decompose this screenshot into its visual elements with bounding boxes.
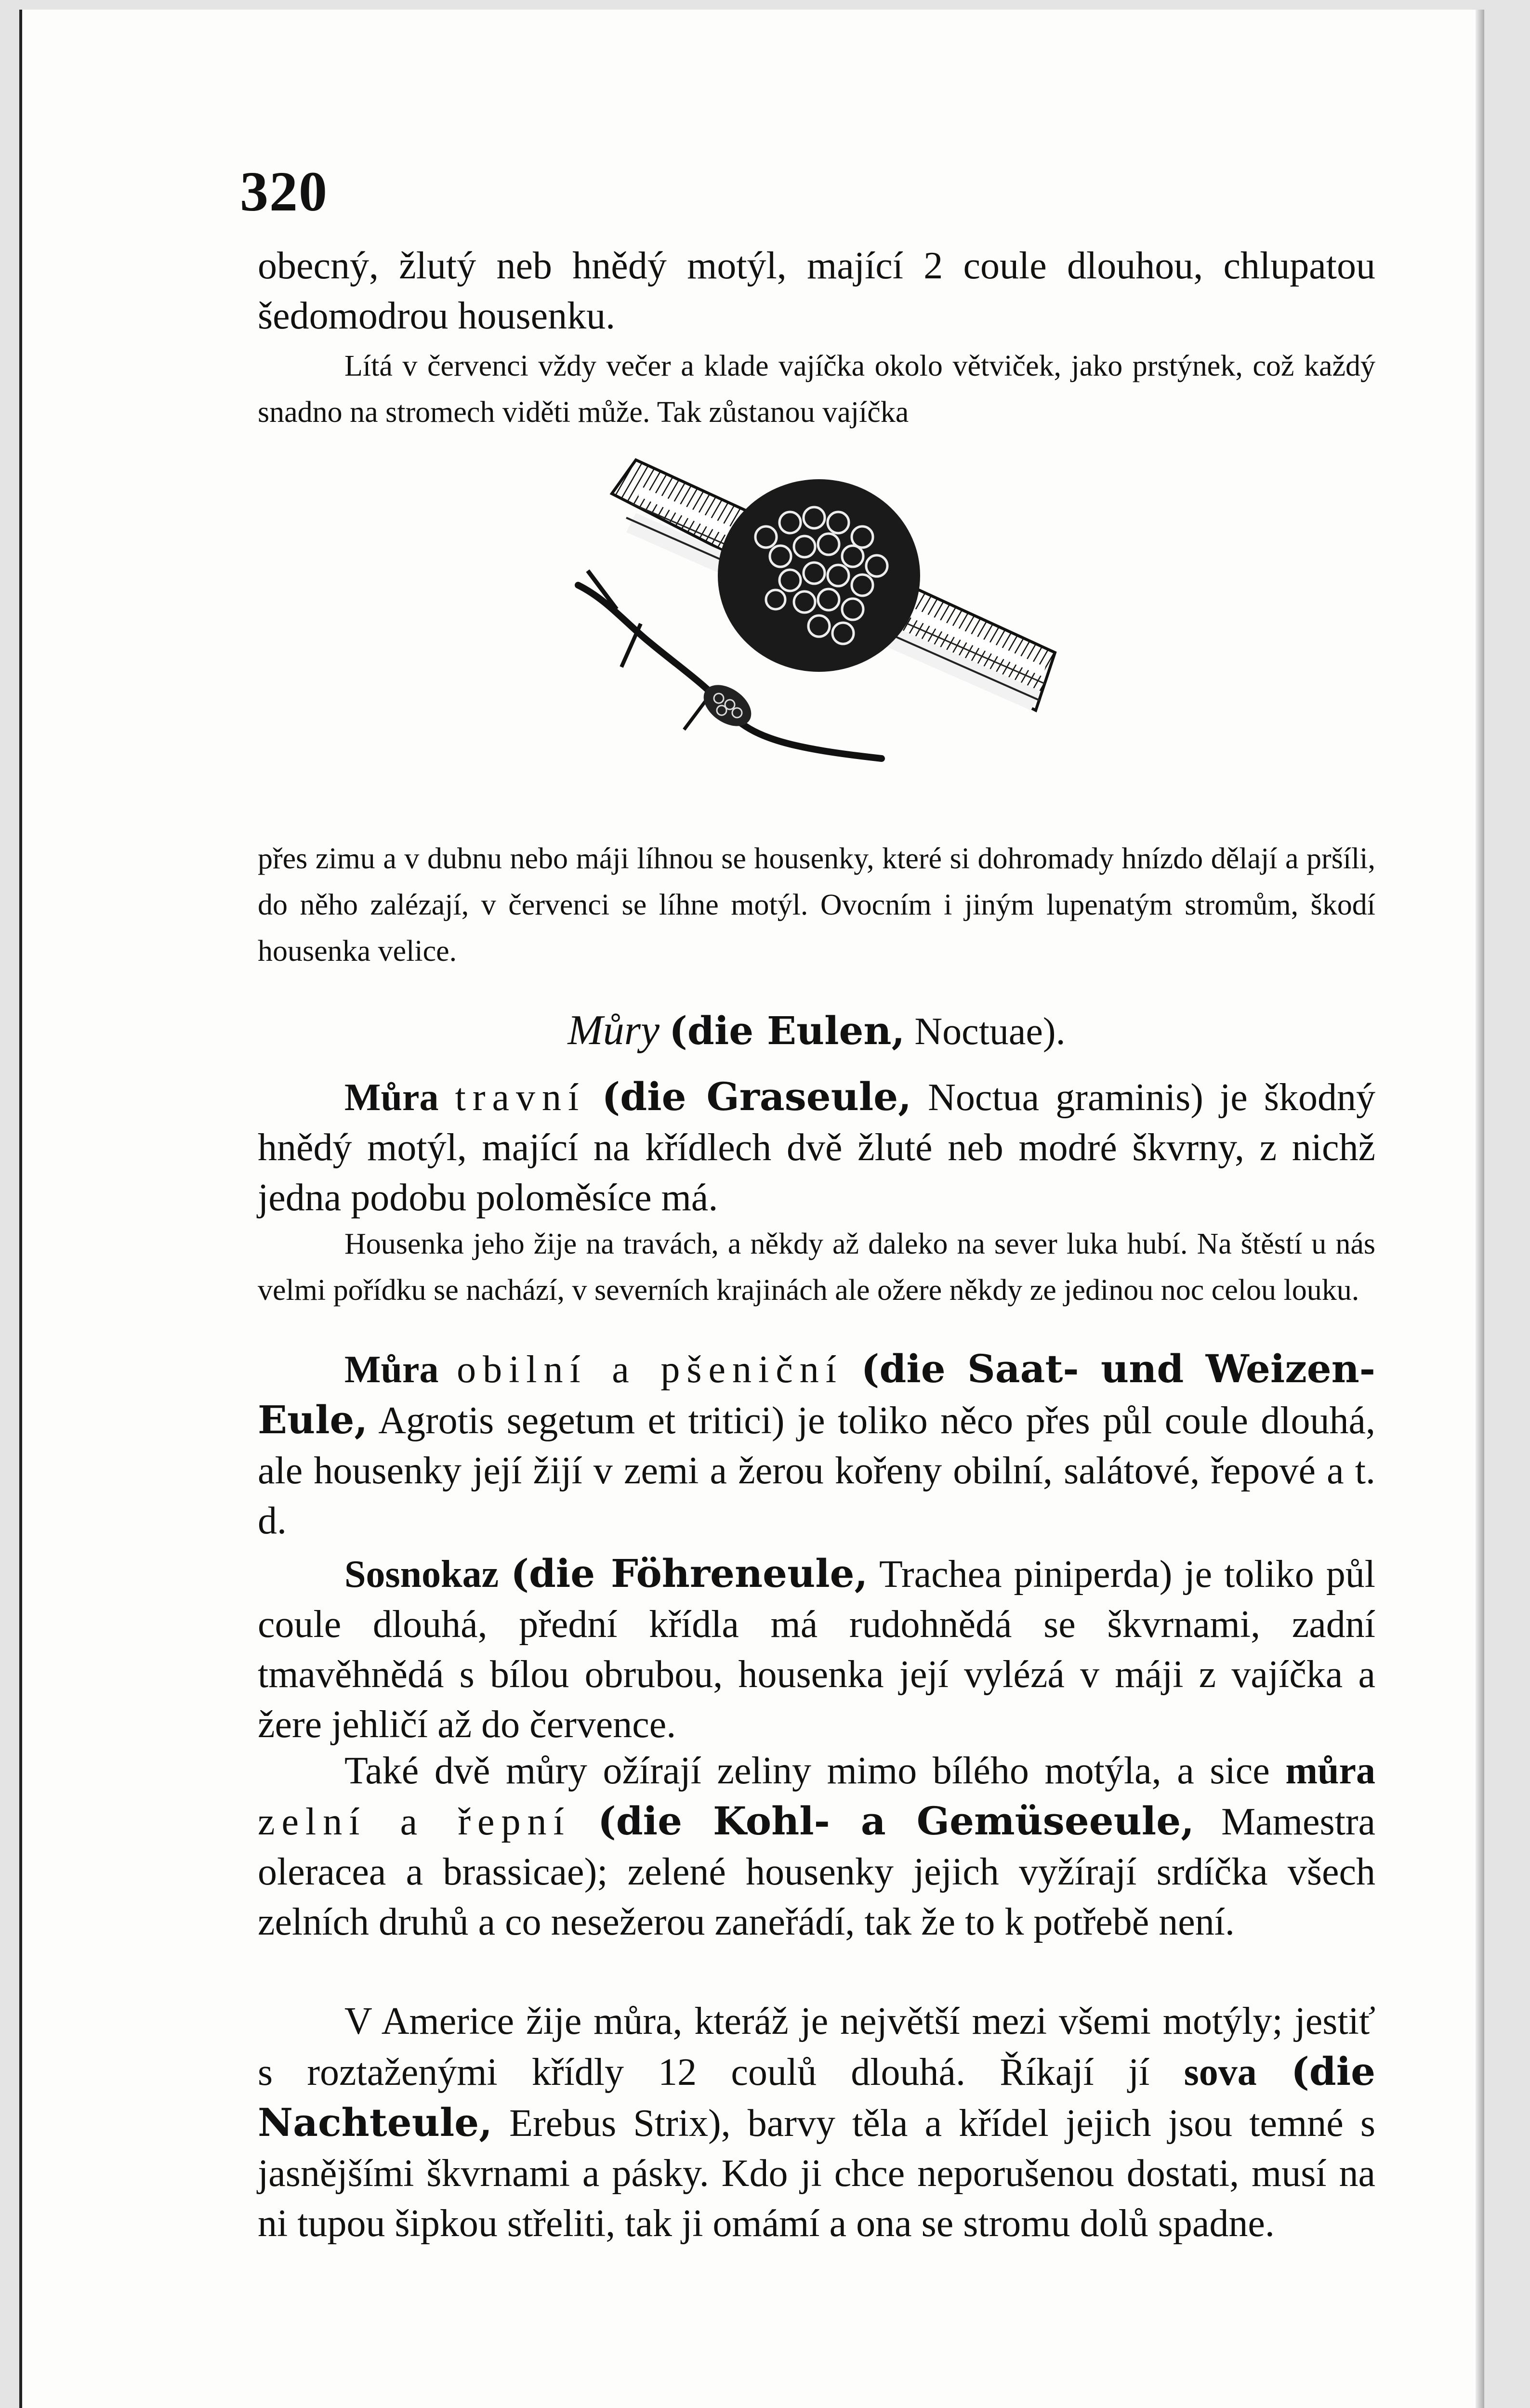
egg-ring-illustration — [568, 441, 1079, 811]
term-zelni: zelní a řepní — [258, 1801, 571, 1843]
term-sosnokaz: Sosnokaz — [344, 1553, 499, 1596]
paragraph-4 — [258, 1072, 1375, 1223]
page-edge-shadow — [1476, 10, 1484, 2408]
term-mura: Můra — [344, 1076, 439, 1119]
paragraph-8-intro: Také dvě můry ožírají zeliny mimo bílého motýla, a sice — [344, 1750, 1270, 1792]
heading-czech: Můry — [567, 1007, 660, 1054]
paragraph-6-text: Agrotis segetum et tritici) je toliko něco přes půl coule dlouhá, ale housenky její žijí v zemi a žerou kořeny obilní, salátové, řepové a t. d. — [258, 1400, 1375, 1542]
german-name: (die Graseule, — [602, 1074, 912, 1119]
term-sova: sova — [1184, 2051, 1257, 2094]
paragraph-7-text: Trachea piniperda) je toliko půl coule dlouhá, přední křídla má rudohnědá se škvrnami, zadní tmavěhnědá s bílou obrubou, housenka její vylézá v máji z vajíčka a žere jehličí až do července. — [258, 1553, 1375, 1746]
heading-german: (die Eulen, — [669, 1008, 905, 1053]
german-name-5: (die Nachteule, — [258, 2049, 1376, 2145]
term-mura-2: Můra — [344, 1348, 439, 1391]
paragraph-2 — [258, 343, 1375, 435]
paragraph-9-text: Erebus Strix), barvy těla a křídel jejich jsou temné s jasnějšími škvrnami a pásky. Kdo ji chce neporušenou dostati, musí na ni tupou šipkou střeliti, tak ji omámí a ona se stromu dolů spadne. — [258, 2102, 1375, 2245]
paragraph-8-text: Mamestra oleracea a brassicae); zelené housenky jejich vyžírají srdíčka všech zelních druhů a co nesežerou zaneřádí, tak že to k potřebě není. — [258, 1801, 1376, 1943]
heading-latin: Noctuae). — [914, 1010, 1066, 1053]
german-name-4: (die Kohl- a Gemüseeule, — [597, 1798, 1194, 1844]
paragraph-3 — [258, 836, 1375, 974]
paragraph-4-text: Noctua graminis) je škodný hnědý motýl, mající na křídlech dvě žluté neb modré škvrny, z nichž jedna podobu poloměsíce má. — [258, 1076, 1376, 1219]
page-number: 320 — [240, 160, 328, 223]
paragraph-6 — [258, 1344, 1375, 1546]
paragraph-9 — [258, 1996, 1375, 2249]
paragraph-1 — [258, 241, 1375, 341]
paragraph-9-intro: V Americe žije můra, kteráž je největší mezi všemi motýly; jestiť s roztaženými křídly 12 coulů dlouhá. Říkají jí — [258, 2000, 1375, 2094]
german-name-2: (die Saat- und Weizen-Eule, — [258, 1346, 1376, 1442]
term-mura-3: můra — [1285, 1750, 1376, 1792]
paragraph-8 — [258, 1746, 1375, 1947]
paragraph-1-text: obecný, žlutý neb hnědý motýl, mající 2 coule dlouhou, chlupatou šedomodrou housenku. — [258, 245, 1375, 337]
paragraph-5-text: Housenka jeho žije na travách, a někdy až daleko na sever luka hubí. Na štěstí u nás velmi pořídku se nachází, v severních krajinách ale ožere někdy ze jedinou noc celou louku. — [258, 1228, 1375, 1307]
paragraph-2-text: Lítá v červenci vždy večer a klade vajíčka okolo větviček, jako prstýnek, což každý snadno na stromech viděti může. Tak zůstanou vajíčka — [258, 350, 1375, 429]
section-heading — [258, 1004, 1375, 1058]
paragraph-5 — [258, 1221, 1375, 1313]
term-travni: travní — [455, 1076, 586, 1119]
german-name-3: (die Föhreneule, — [511, 1551, 868, 1596]
paragraph-7 — [258, 1548, 1375, 1750]
term-obilni: obilní a pšeniční — [457, 1348, 843, 1391]
paragraph-3-text: přes zimu a v dubnu nebo máji líhnou se housenky, které si dohromady hnízdo dělají a pršíli, do něho zalézají, v červenci se líhne motýl. Ovocním i jiným lupenatým stromům, škodí housenka velice. — [258, 842, 1375, 968]
egg-cluster — [718, 479, 920, 672]
